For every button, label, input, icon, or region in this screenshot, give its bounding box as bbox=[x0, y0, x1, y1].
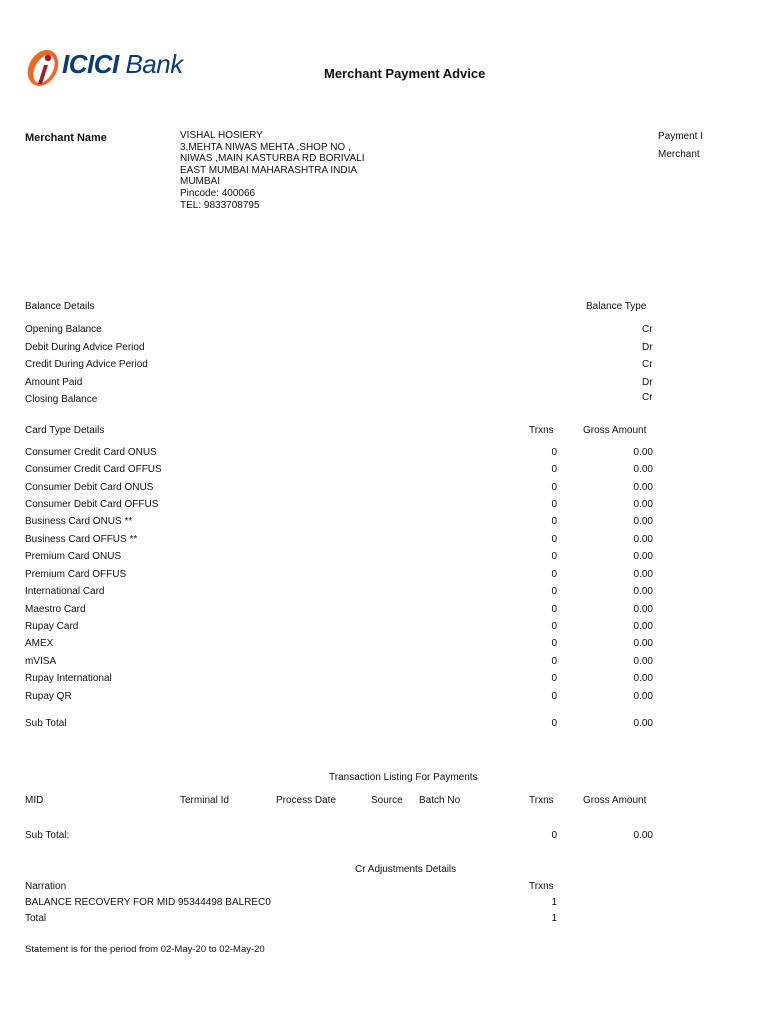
card-row-trxns: 0 bbox=[551, 464, 557, 475]
card-row-label: International Card bbox=[25, 586, 105, 597]
narration-header: Narration bbox=[25, 881, 67, 892]
card-row-label: mVISA bbox=[25, 656, 57, 667]
icici-emblem-icon bbox=[24, 46, 64, 92]
merchant-address-line: NIWAS ,MAIN KASTURBA RD BORIVALI bbox=[180, 153, 365, 165]
balance-row-label: Credit During Advice Period bbox=[25, 359, 148, 370]
adjustment-row-trxns: 1 bbox=[551, 897, 557, 908]
adjustment-row-narration: BALANCE RECOVERY FOR MID 95344498 BALREC0 bbox=[25, 897, 271, 908]
card-row-trxns: 0 bbox=[551, 656, 557, 667]
card-row-amount: 0.00 bbox=[633, 516, 653, 527]
column-header-process-date: Process Date bbox=[276, 795, 337, 806]
card-row-label: Maestro Card bbox=[25, 604, 86, 615]
card-subtotal-label: Sub Total bbox=[25, 718, 67, 729]
card-row-trxns: 0 bbox=[551, 673, 557, 684]
card-row-label: Consumer Credit Card ONUS bbox=[25, 447, 157, 458]
card-row-amount: 0.00 bbox=[633, 569, 653, 580]
card-row-trxns: 0 bbox=[551, 482, 557, 493]
card-row-amount: 0.00 bbox=[633, 656, 653, 667]
merchant-address-line: MUMBAI bbox=[180, 176, 220, 188]
balance-row-type: Dr bbox=[642, 377, 653, 388]
card-row-amount: 0.00 bbox=[633, 551, 653, 562]
card-row-label: AMEX bbox=[25, 638, 54, 649]
card-row-trxns: 0 bbox=[551, 586, 557, 597]
transaction-listing-title: Transaction Listing For Payments bbox=[329, 772, 478, 783]
balance-row-label: Amount Paid bbox=[25, 377, 83, 388]
card-row-amount: 0.00 bbox=[633, 464, 653, 475]
balance-row-type: Cr bbox=[642, 359, 653, 370]
adjustments-total-label: Total bbox=[25, 913, 47, 924]
column-header-source: Source bbox=[371, 795, 403, 806]
column-header-mid: MID bbox=[25, 795, 44, 806]
card-row-amount: 0.00 bbox=[633, 534, 653, 545]
balance-row-label: Closing Balance bbox=[25, 394, 98, 405]
merchant-address-line: TEL: 9833708795 bbox=[180, 199, 260, 211]
card-row-amount: 0.00 bbox=[633, 499, 653, 510]
balance-row-type: Cr bbox=[642, 324, 653, 335]
card-row-label: Business Card ONUS ** bbox=[25, 516, 133, 527]
adjustments-trxns-header: Trxns bbox=[529, 881, 554, 892]
card-row-trxns: 0 bbox=[551, 499, 557, 510]
card-row-amount: 0.00 bbox=[633, 638, 653, 649]
card-row-amount: 0.00 bbox=[633, 482, 653, 493]
balance-row-type: Dr bbox=[642, 342, 653, 353]
balance-row-type: Cr bbox=[642, 392, 653, 403]
transaction-subtotal-label: Sub Total: bbox=[25, 830, 70, 841]
bank-name-icici: ICICI bbox=[62, 49, 119, 79]
balance-row-label: Opening Balance bbox=[25, 324, 102, 335]
balance-row-label: Debit During Advice Period bbox=[25, 342, 145, 353]
adjustments-total-trxns: 1 bbox=[551, 913, 557, 924]
adjustments-title: Cr Adjustments Details bbox=[355, 864, 457, 875]
transaction-subtotal-amount: 0.00 bbox=[633, 830, 653, 841]
card-row-trxns: 0 bbox=[551, 447, 557, 458]
merchant-name-label: Merchant Name bbox=[25, 132, 107, 144]
balance-details-header: Balance Details bbox=[25, 301, 95, 312]
card-row-label: Business Card OFFUS ** bbox=[25, 534, 138, 545]
card-row-label: Premium Card OFFUS bbox=[25, 569, 127, 580]
card-row-amount: 0.00 bbox=[633, 604, 653, 615]
merchant-address-line: Pincode: 400066 bbox=[180, 187, 256, 199]
card-row-trxns: 0 bbox=[551, 551, 557, 562]
card-row-trxns: 0 bbox=[551, 638, 557, 649]
card-row-label: Consumer Debit Card ONUS bbox=[25, 482, 154, 493]
column-header-batch-no: Batch No bbox=[419, 795, 461, 806]
merchant-address-line: VISHAL HOSIERY bbox=[180, 130, 263, 141]
card-trxns-header: Trxns bbox=[529, 425, 554, 436]
card-row-trxns: 0 bbox=[551, 516, 557, 527]
column-header-gross-amount: Gross Amount bbox=[583, 795, 647, 806]
card-row-amount: 0.00 bbox=[633, 447, 653, 458]
card-row-label: Rupay Card bbox=[25, 621, 79, 632]
page-title: Merchant Payment Advice bbox=[324, 66, 486, 81]
statement-period: Statement is for the period from 02-May-20 to 02-May-20 bbox=[25, 944, 265, 955]
balance-type-header: Balance Type bbox=[586, 301, 647, 312]
bank-name bbox=[62, 49, 183, 80]
card-row-label: Consumer Debit Card OFFUS bbox=[25, 499, 159, 510]
merchant-id-label: Merchant bbox=[658, 149, 700, 160]
merchant-address-line: EAST MUMBAI MAHARASHTRA INDIA bbox=[180, 164, 358, 176]
column-header-terminal-id: Terminal Id bbox=[180, 795, 229, 806]
card-row-trxns: 0 bbox=[551, 691, 557, 702]
card-row-amount: 0.00 bbox=[633, 673, 653, 684]
card-row-amount: 0.00 bbox=[633, 586, 653, 597]
card-row-amount: 0.00 bbox=[633, 691, 653, 702]
transaction-subtotal-trxns: 0 bbox=[551, 830, 557, 841]
payment-id-label: Payment I bbox=[658, 131, 704, 142]
card-row-amount: 0.00 bbox=[633, 621, 653, 632]
card-row-trxns: 0 bbox=[551, 534, 557, 545]
card-row-label: Rupay International bbox=[25, 673, 112, 684]
merchant-address-line: 3,MEHTA NIWAS MEHTA ,SHOP NO , bbox=[180, 141, 351, 153]
card-subtotal-trxns: 0 bbox=[551, 718, 557, 729]
card-amount-header: Gross Amount bbox=[583, 425, 647, 436]
card-row-label: Rupay QR bbox=[25, 691, 72, 702]
card-row-trxns: 0 bbox=[551, 604, 557, 615]
icici-logo bbox=[24, 46, 224, 92]
card-row-label: Premium Card ONUS bbox=[25, 551, 122, 562]
card-row-trxns: 0 bbox=[551, 569, 557, 580]
merchant-address bbox=[180, 130, 364, 211]
card-subtotal-amount: 0.00 bbox=[633, 718, 653, 729]
bank-name-bank: Bank bbox=[118, 49, 183, 79]
column-header-trxns: Trxns bbox=[529, 795, 554, 806]
card-row-label: Consumer Credit Card OFFUS bbox=[25, 464, 162, 475]
card-type-header: Card Type Details bbox=[25, 425, 105, 436]
card-row-trxns: 0 bbox=[551, 621, 557, 632]
